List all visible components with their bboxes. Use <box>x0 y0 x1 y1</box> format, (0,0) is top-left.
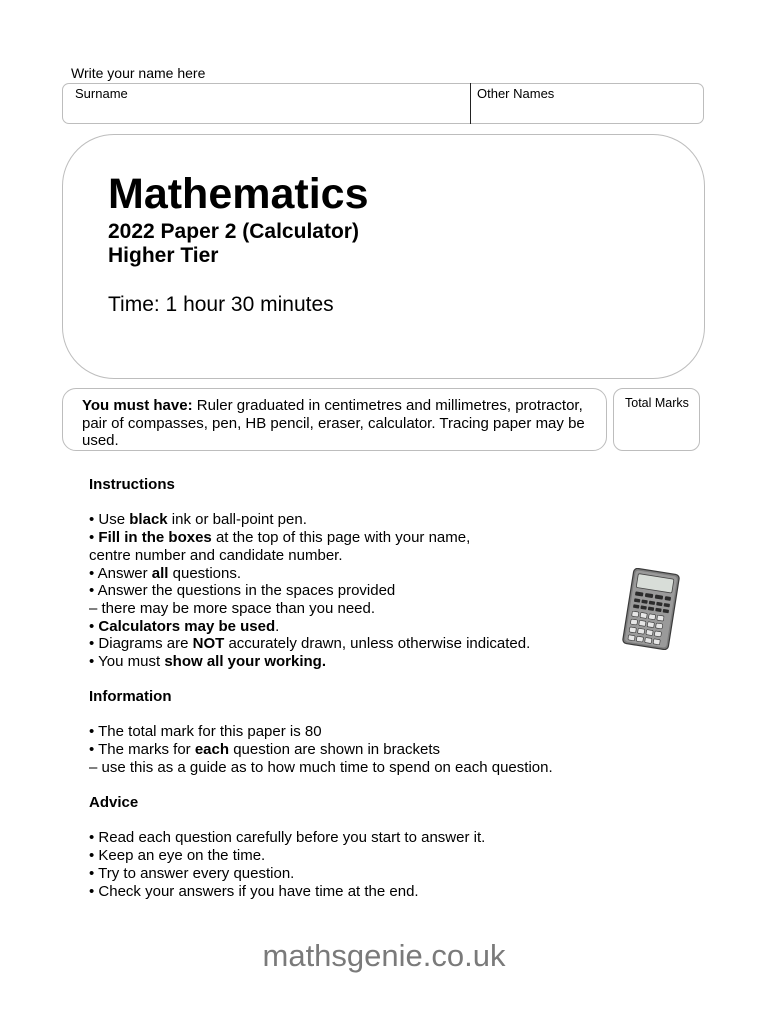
list-item: • Calculators may be used. <box>89 617 280 635</box>
advice-heading: Advice <box>89 794 139 811</box>
list-item-continued: – there may be more space than you need. <box>89 599 376 617</box>
surname-label: Surname <box>75 86 128 101</box>
list-item: • Fill in the boxes at the top of this page with your name, <box>89 529 471 547</box>
list-item: • Answer all questions. <box>89 564 242 582</box>
list-item: • The total mark for this paper is 80 <box>89 723 322 741</box>
information-section <box>89 688 629 777</box>
paper-subtitle: 2022 Paper 2 (Calculator) <box>108 220 359 243</box>
list-item: • The marks for each question are shown in brackets <box>89 741 440 759</box>
name-box-divider <box>470 83 471 124</box>
other-names-label: Other Names <box>477 86 555 101</box>
requirements-text <box>82 397 597 450</box>
name-box <box>62 83 704 124</box>
list-item-continued: – use this as a guide as to how much time to spend on each question. <box>89 758 553 776</box>
instructions-heading: Instructions <box>89 476 175 493</box>
list-item: • Check your answers if you have time at the end. <box>89 882 419 900</box>
list-item: • Answer the questions in the spaces provided <box>89 582 396 600</box>
total-marks-label: Total Marks <box>625 396 689 410</box>
list-item: • Try to answer every question. <box>89 864 295 882</box>
list-item: • Diagrams are NOT accurately drawn, unless otherwise indicated. <box>89 635 531 653</box>
advice-section <box>89 794 629 900</box>
footer-watermark: mathsgenie.co.uk <box>262 938 506 973</box>
information-heading: Information <box>89 688 172 705</box>
list-item: • Keep an eye on the time. <box>89 847 266 865</box>
requirements-lead: You must have: <box>82 397 193 414</box>
requirements-body: Ruler graduated in centimetres and millimetres, protractor, pair of compasses, pen, HB pencil, eraser, calculator. Tracing paper may be used. <box>82 397 585 449</box>
paper-time: Time: 1 hour 30 minutes <box>108 293 334 316</box>
calculator-icon <box>620 568 682 650</box>
paper-title: Mathematics <box>108 170 369 218</box>
name-prompt: Write your name here <box>71 65 206 81</box>
paper-tier: Higher Tier <box>108 244 219 267</box>
list-item: • You must show all your working. <box>89 653 327 671</box>
list-item: • Read each question carefully before you start to answer it. <box>89 829 486 847</box>
list-item: • Use black ink or ball-point pen. <box>89 511 307 529</box>
list-item-continued: centre number and candidate number. <box>89 546 343 564</box>
instructions-section <box>89 476 629 671</box>
